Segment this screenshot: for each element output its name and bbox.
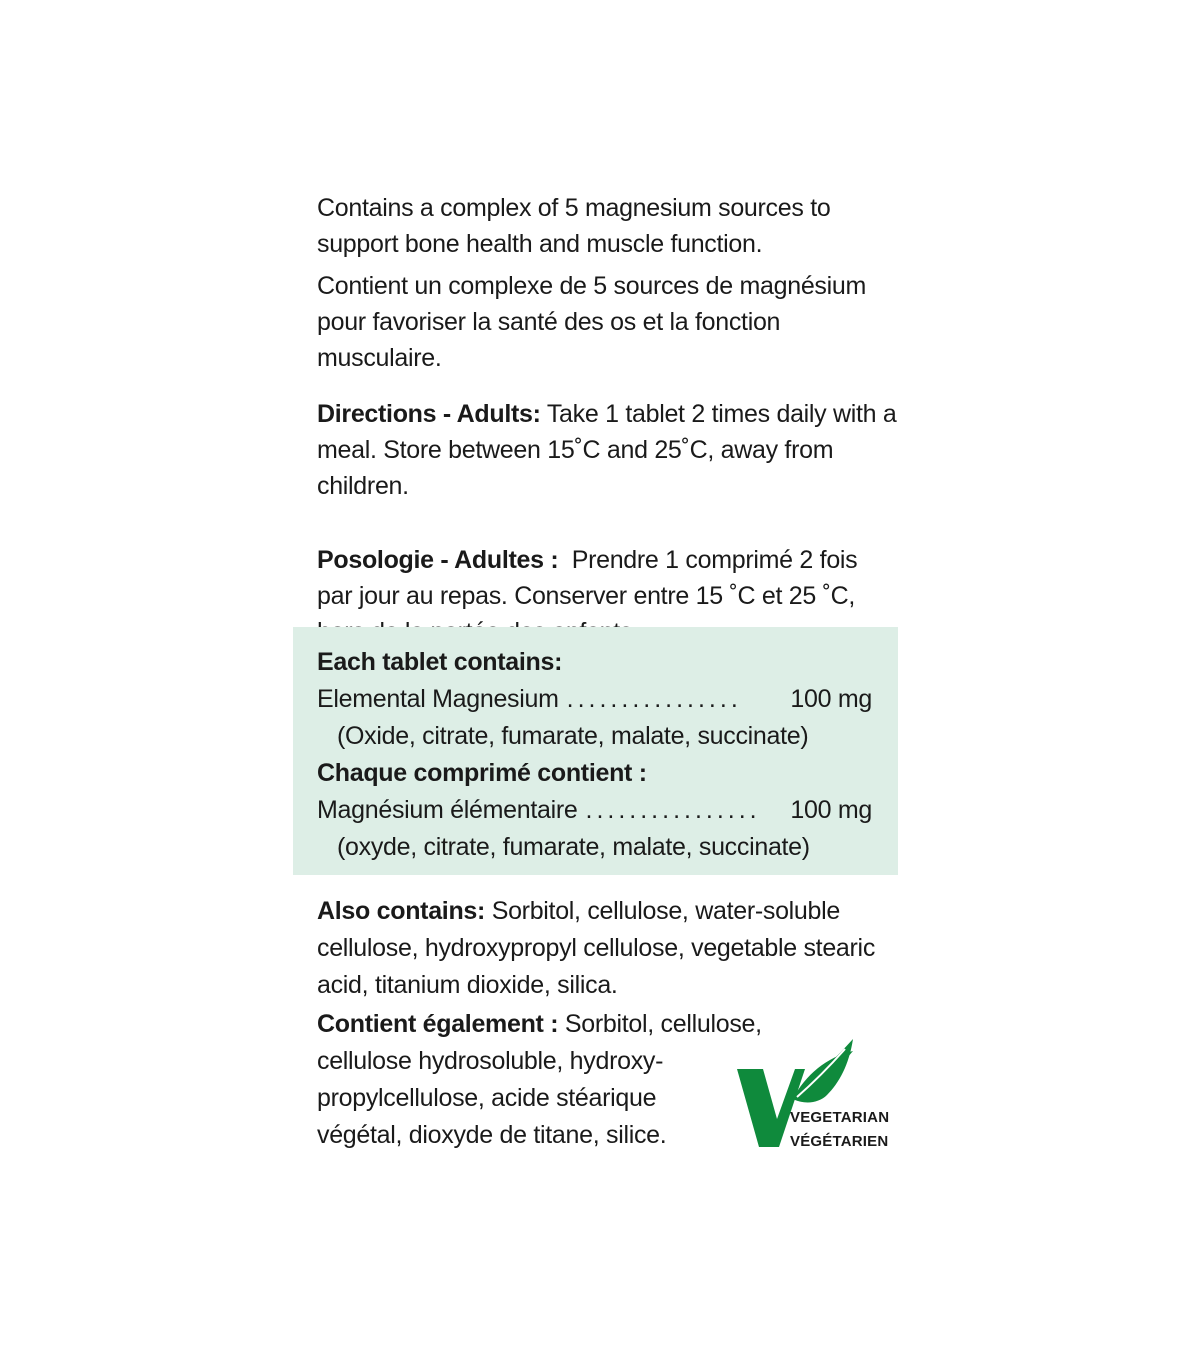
also-contains-french-heading: Contient également :	[317, 1010, 559, 1038]
directions-english-heading: Directions - Adults:	[317, 400, 541, 428]
also-contains-french-line-4: végétal, dioxyde de titane, silice.	[317, 1121, 667, 1149]
ingredients-english-heading: Each tablet contains:	[317, 648, 563, 676]
ingredient-sources-french: (oxyde, citrate, fumarate, malate, succinate)	[337, 833, 810, 861]
leader-dots: ................	[566, 685, 742, 713]
ingredient-row-english	[317, 681, 872, 718]
product-label-text	[317, 190, 897, 650]
also-contains-french-line-3: propylcellulose, acide stéarique	[317, 1084, 657, 1112]
directions-french-text: Prendre 1 comprimé 2 fois par jour au repas. Conserver entre 15 ˚C et 25 ˚C,	[317, 546, 858, 610]
ingredient-amount: 100 mg	[790, 796, 872, 824]
intro-english: Contains a complex of 5 magnesium sources to support bone health and muscle function.	[317, 194, 831, 258]
directions-english-text: Take 1 tablet 2 times daily with a meal. Store between 15˚C and 25˚C, away from children.	[317, 400, 897, 500]
ingredients-french-heading: Chaque comprimé contient :	[317, 759, 647, 787]
also-contains-french-line-2: cellulose hydrosoluble, hydroxy-	[317, 1047, 664, 1075]
also-contains-english-heading: Also contains:	[317, 897, 486, 925]
ingredient-row-french	[317, 792, 872, 829]
also-contains-english-text: Sorbitol, cellulose, water-soluble cellulose, hydroxypropyl cellulose, vegetable stearic acid, titanium dioxide, silica.	[317, 897, 876, 999]
ingredient-name: Magnésium élémentaire	[317, 796, 578, 824]
ingredient-name: Elemental Magnesium	[317, 685, 559, 713]
vegetarian-badge-french: VÉGÉTARIEN	[790, 1133, 889, 1150]
ingredients-list	[317, 644, 872, 866]
also-contains-english	[317, 893, 897, 1004]
vegetarian-badge-text	[790, 1106, 889, 1154]
ingredient-amount: 100 mg	[790, 685, 872, 713]
intro-french: Contient un complexe de 5 sources de magnésium pour favoriser la santé des os et la fonction musculaire.	[317, 272, 867, 372]
also-contains-french-line-1: Sorbitol, cellulose,	[558, 1010, 762, 1038]
directions-english	[317, 396, 897, 504]
vegetarian-badge-english: VEGETARIAN	[790, 1109, 890, 1126]
directions-french-heading: Posologie - Adultes :	[317, 546, 559, 574]
ingredient-sources-english: (Oxide, citrate, fumarate, malate, succinate)	[337, 722, 809, 750]
leader-dots: ................	[585, 796, 761, 824]
